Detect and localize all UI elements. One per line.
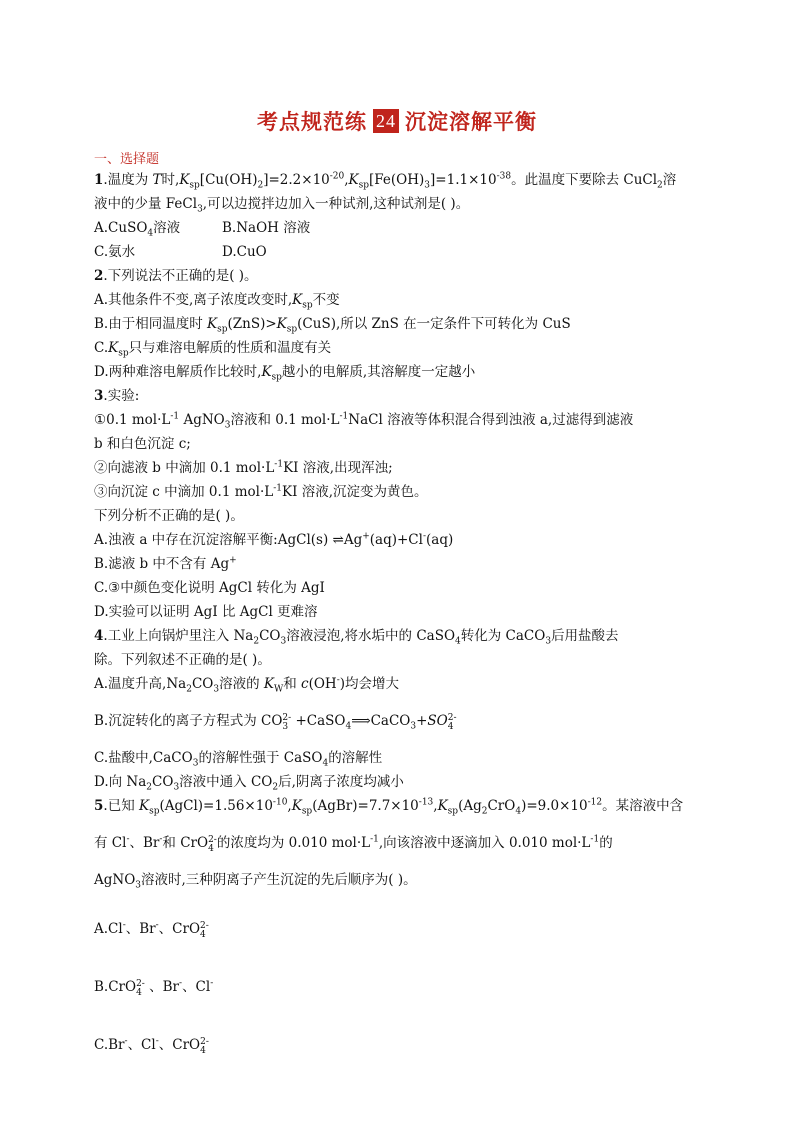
- q1-option-d: D.CuO: [222, 244, 267, 260]
- q3-step1: ①0.1 $mol\cdot L^{-1}$ AgNO$_3$溶液和 0.1 $mol\cdot L^{-1}NaCl$ 溶液等体积混合得到浊液 a,过滤得到滤液: [94, 411, 634, 431]
- title-left: 考点规范练: [257, 110, 367, 134]
- q1-option-a: A.CuSO$_4$溶液: [94, 220, 181, 239]
- q1-line2: 液中的少量 FeCl$_3$,可以边搅拌边加入一种试剂,这种试剂是( )。: [94, 196, 470, 215]
- q4-option-a: A.温度升高$,Na_2CO_3$溶液的 $K_W$和 c(OH-)均会增大: [94, 675, 400, 695]
- q3-option-d: D.实验可以证明 AgI 比 AgCl 更难溶: [94, 604, 318, 620]
- q3-step2: ②向滤液 b 中滴加 0.1 $mol\cdot L^{-1}KI$ 溶液,出现浑浊;: [94, 459, 393, 476]
- q4-option-c: C.盐酸中,CaCO$_3$的溶解性强于 CaSO$_4$的溶解性: [94, 750, 383, 769]
- q4-option-d: D.向 $Na_2CO_3$溶液中通入 $CO_2$后,阴离子浓度均减小: [94, 774, 404, 793]
- q5-option-a: A.Cl-、Br-、CrO 2- 4: [94, 920, 209, 940]
- q5-line3: AgNO$_3$溶液时,三种阴离子产生沉淀的先后顺序为( )。: [94, 872, 417, 891]
- q5-line2: 有 Cl-、Br-和 CrO 2- 4 的浓度均为 0.010 $mol\cdot L^{-1}$,向该溶液中逐滴加入 0.010 $mol\cdot L^{-1}$的: [94, 834, 613, 854]
- q3-option-b: B.滤液 b 中不含有 Ag+: [94, 555, 237, 572]
- q1-option-c: C.氨水: [94, 244, 136, 260]
- title-right: 沉淀溶解平衡: [405, 110, 537, 134]
- q2-option-d: D.两种难溶电解质作比较时$,K_{sp}$越小的电解质,其溶解度一定越小: [94, 364, 476, 383]
- q3-option-c: C.③中颜色变化说明 AgCl 转化为 AgI: [94, 580, 325, 596]
- q4-line1: 4.工业上向锅炉里注入 $Na_2CO_3$溶液浸泡,将水垢中的 CaSO$_4$转化为 CaCO$_3$后用盐酸去: [94, 628, 619, 647]
- q2-stem: 2.下列说法不正确的是( )。: [94, 268, 258, 284]
- title-number-badge: 24: [373, 109, 399, 133]
- q3-step1-cont: b 和白色沉淀 c;: [94, 436, 191, 452]
- q5-option-b: B.CrO 2- 4 、Br-、Cl-: [94, 978, 214, 998]
- q1-option-b: B.NaOH 溶液: [222, 220, 311, 236]
- q2-option-a: A.其他条件不变,离子浓度改变时$,K_{sp}$不变: [94, 292, 340, 311]
- q3-option-a: A.浊液 a 中存在沉淀溶解平衡:AgCl(s) ⇌Ag+(aq)+Cl-(aq): [94, 531, 454, 548]
- q3-step3: ③向沉淀 c 中滴加 0.1 $mol\cdot L^{-1}KI$ 溶液,沉淀变为黄色。: [94, 483, 428, 500]
- q3-ask: 下列分析不正确的是( )。: [94, 508, 244, 524]
- q4-line2: 除。下列叙述不正确的是( )。: [94, 652, 271, 668]
- q5-line1: 5.已知 $K_{sp}(AgCl)=1.56\times 10^{-10},K_{sp}(AgBr)=7.7\times 10^{-13},K_{sp}(Ag_2CrO_4)=9.0\times 10^{-12}$。某溶液中含: [94, 797, 684, 817]
- question-list: [94, 168, 704, 1060]
- q1-options-ab: [94, 216, 704, 240]
- q4-option-b: B.沉淀转化的离子方程式为 CO 2- 3 +CaSO$_4$⟹CaCO$_3$+SO 2- 4: [94, 713, 457, 732]
- section-heading: 一、选择题: [94, 152, 160, 167]
- q1-options-cd: [94, 240, 704, 264]
- q5-option-c: C.Br-、Cl-、CrO 2- 4: [94, 1036, 209, 1056]
- q2-option-c: $C.K_{sp}$只与难溶电解质的性质和温度有关: [94, 340, 332, 359]
- page-title: [0, 106, 794, 136]
- q3-stem: 3.实验:: [94, 388, 140, 404]
- q2-option-b: B.由于相同温度时 $K_{sp}(ZnS)>K_{sp}(CuS)$,所以 ZnS 在一定条件下可转化为 CuS: [94, 316, 571, 335]
- q1-line1: 1.温度为 T时$,K_{sp}[Cu(OH)_2]=2.2\times 10^{-20},K_{sp}[Fe(OH)_3]=1.1\times 10^{-38}$。此温度下要除去 CuCl$_2$溶: [94, 171, 677, 191]
